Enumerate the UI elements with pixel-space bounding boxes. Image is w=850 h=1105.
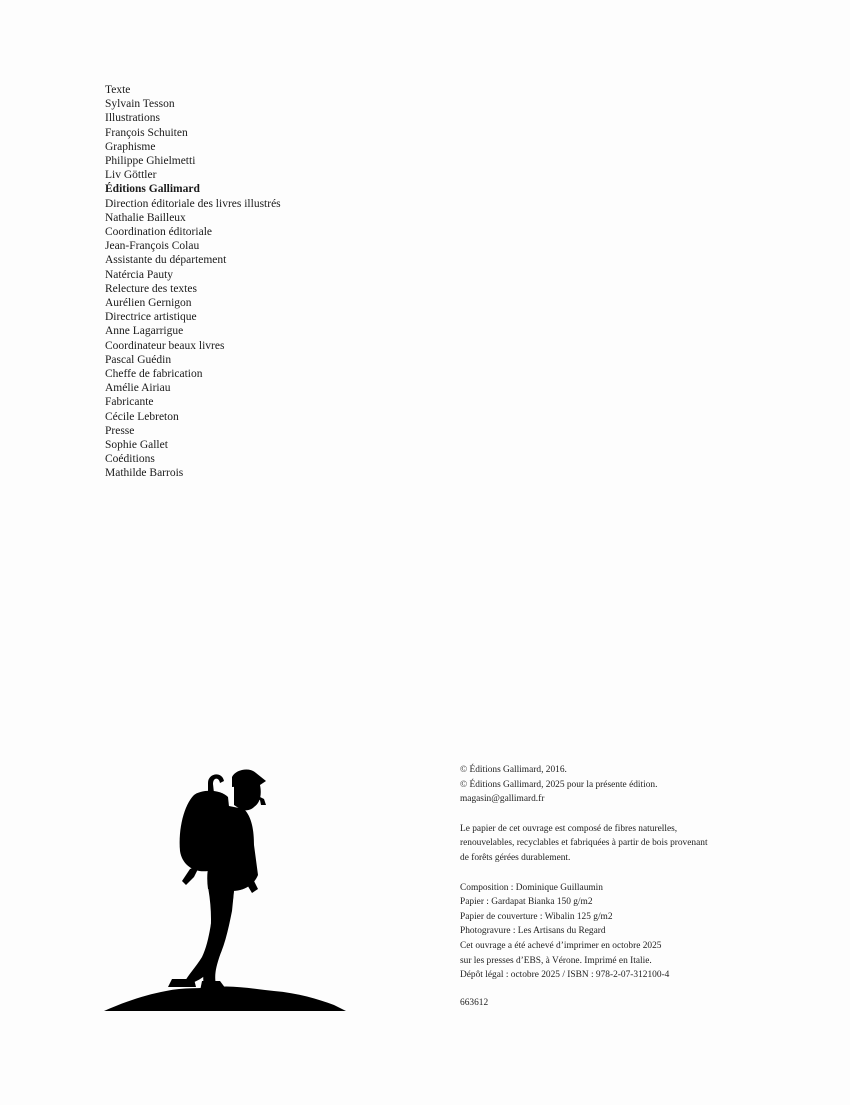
credit-name: Nathalie Bailleux bbox=[105, 211, 186, 224]
credit-name: Mathilde Barrois bbox=[105, 467, 184, 480]
credit-role: Graphisme bbox=[105, 140, 156, 153]
credit-name: Natércia Pauty bbox=[105, 268, 174, 281]
paper-note-line: renouvelables, recyclables et fabriquées à partir de bois provenant bbox=[460, 838, 708, 849]
credit-name: Philippe Ghielmetti bbox=[105, 155, 196, 168]
credit-name: Liv Göttler bbox=[105, 169, 157, 182]
credits-block bbox=[105, 83, 425, 481]
credit-role: Presse bbox=[105, 424, 135, 437]
credit-role: Coordination éditoriale bbox=[105, 226, 212, 239]
publisher-heading: Éditions Gallimard bbox=[105, 183, 200, 196]
production-details bbox=[460, 881, 790, 983]
credit-name: Pascal Guédin bbox=[105, 353, 172, 366]
production-line: Papier de couverture : Wibalin 125 g/m2 bbox=[460, 911, 613, 922]
production-line: Photogravure : Les Artisans du Regard bbox=[460, 926, 606, 937]
imprint-block bbox=[460, 763, 790, 1010]
production-line: Composition : Dominique Guillaumin bbox=[460, 882, 603, 893]
hiker-silhouette-icon bbox=[104, 765, 346, 1015]
paper-note bbox=[460, 822, 790, 866]
credit-role: Assistante du département bbox=[105, 254, 227, 267]
paper-note-line: de forêts gérées durablement. bbox=[460, 852, 571, 863]
credit-role: Fabricante bbox=[105, 396, 154, 409]
credit-role: Coéditions bbox=[105, 453, 155, 466]
credit-name: Anne Lagarrigue bbox=[105, 325, 184, 338]
credit-name: François Schuiten bbox=[105, 126, 188, 139]
credit-name: Sylvain Tesson bbox=[105, 98, 175, 111]
publisher-email: magasin@gallimard.fr bbox=[460, 794, 545, 805]
paper-note-line: Le papier de cet ouvrage est composé de fibres naturelles, bbox=[460, 823, 678, 834]
credit-name: Aurélien Gernigon bbox=[105, 297, 192, 310]
credit-role: Directrice artistique bbox=[105, 311, 197, 324]
credit-name: Jean-François Colau bbox=[105, 240, 200, 253]
credit-role: Cheffe de fabrication bbox=[105, 368, 203, 381]
copyright-line: © Éditions Gallimard, 2025 pour la présente édition. bbox=[460, 779, 658, 790]
production-line: Cet ouvrage a été achevé d’imprimer en octobre 2025 bbox=[460, 940, 662, 951]
print-code: 663612 bbox=[460, 997, 489, 1008]
production-line: sur les presses d’EBS, à Vérone. Imprimé en Italie. bbox=[460, 955, 652, 966]
legal-deposit-isbn: Dépôt légal : octobre 2025 / ISBN : 978-2-07-312100-4 bbox=[460, 970, 670, 981]
credit-name: Cécile Lebreton bbox=[105, 410, 179, 423]
credit-name: Sophie Gallet bbox=[105, 439, 168, 452]
credit-role: Texte bbox=[105, 84, 131, 96]
credit-role: Direction éditoriale des livres illustrés bbox=[105, 197, 281, 210]
production-line: Papier : Gardapat Bianka 150 g/m2 bbox=[460, 897, 593, 908]
credit-role: Relecture des textes bbox=[105, 282, 197, 295]
credit-role: Illustrations bbox=[105, 112, 160, 125]
credit-role: Coordinateur beaux livres bbox=[105, 339, 225, 352]
copyright-line: © Éditions Gallimard, 2016. bbox=[460, 765, 567, 775]
credit-name: Amélie Airiau bbox=[105, 382, 171, 395]
